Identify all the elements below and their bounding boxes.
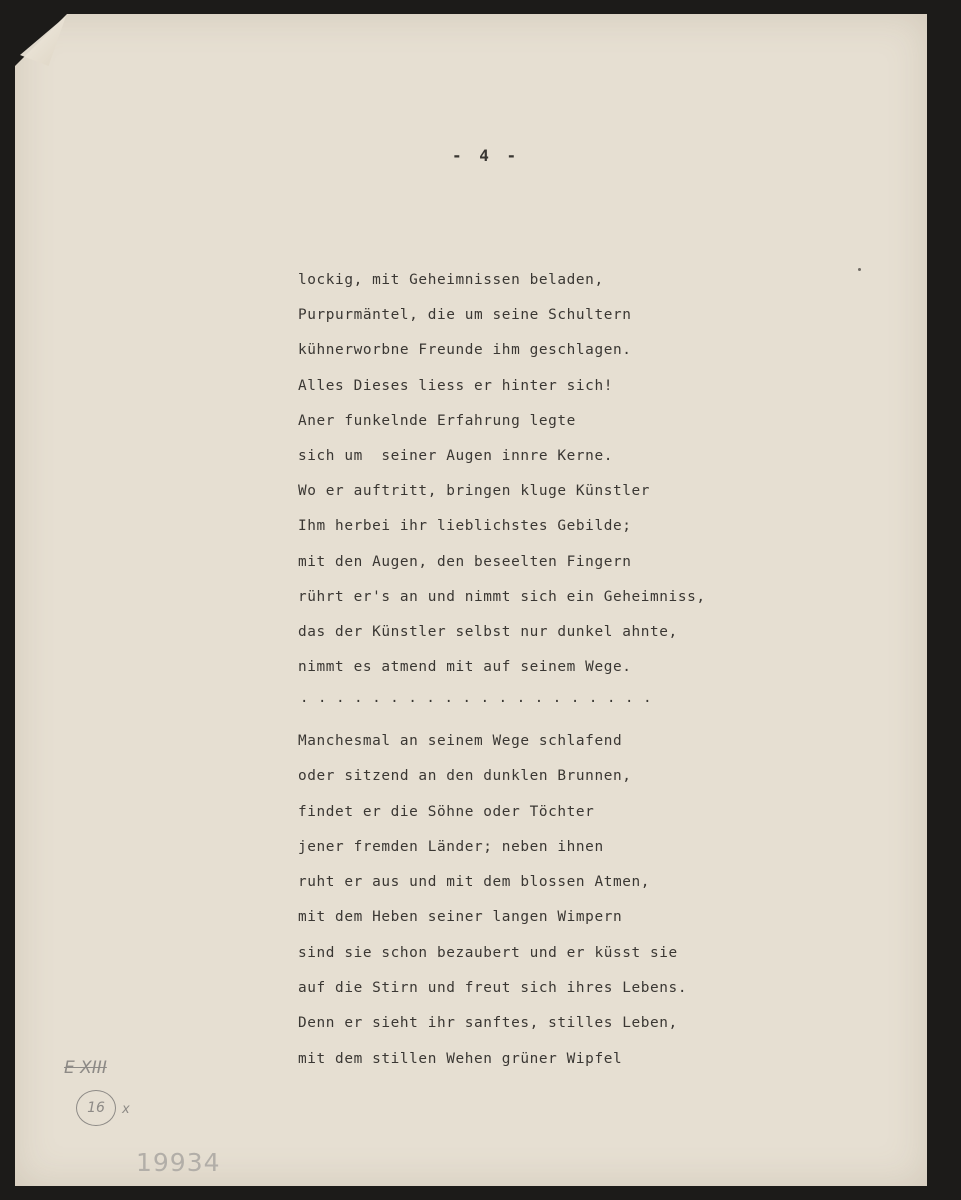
stanza-separator: . . . . . . . . . . . . . . . . . . . .: [300, 690, 653, 706]
poem-line: sich um seiner Augen innre Kerne.: [298, 447, 613, 464]
poem-line: nimmt es atmend mit auf seinem Wege.: [298, 659, 632, 676]
poem-line: Ihm herbei ihr lieblichstes Gebilde;: [298, 518, 632, 535]
poem-line: das der Künstler selbst nur dunkel ahnte,: [298, 623, 678, 640]
poem-line: Manchesmal an seinem Wege schlafend: [298, 733, 623, 749]
ink-speck: [858, 268, 861, 271]
poem-line: Purpurmäntel, die um seine Schultern: [298, 307, 632, 324]
poem-line: lockig, mit Geheimnissen beladen,: [298, 272, 604, 288]
page-number: - 4 -: [452, 146, 521, 165]
poem-line: Wo er auftritt, bringen kluge Künstler: [298, 483, 651, 500]
poem-stanza-2: [298, 729, 687, 1082]
poem-line: kühnerworbne Freunde ihm geschlagen.: [298, 342, 632, 359]
poem-line: Denn er sieht ihr sanftes, stilles Leben,: [298, 1015, 678, 1032]
folio-suffix: x: [122, 1102, 130, 1117]
poem-line: jener fremden Länder; neben ihnen: [298, 838, 604, 855]
poem-line: oder sitzend an den dunklen Brunnen,: [298, 768, 632, 785]
poem-line: mit den Augen, den beseelten Fingern: [298, 553, 632, 570]
poem-line: findet er die Söhne oder Töchter: [298, 803, 595, 820]
catalog-number: 19934: [136, 1148, 221, 1177]
poem-line: mit dem Heben seiner langen Wimpern: [298, 909, 623, 926]
poem-line: ruht er aus und mit dem blossen Atmen,: [298, 874, 651, 891]
poem-line: rührt er's an und nimmt sich ein Geheimniss,: [298, 588, 706, 605]
poem-stanza-1: [298, 268, 706, 690]
poem-line: Aner funkelnde Erfahrung legte: [298, 412, 576, 429]
poem-line: auf die Stirn und freut sich ihres Lebens.: [298, 980, 688, 997]
archive-mark: E XIII: [64, 1058, 107, 1078]
poem-line: Alles Dieses liess er hinter sich!: [298, 377, 613, 394]
poem-line: mit dem stillen Wehen grüner Wipfel: [298, 1050, 623, 1067]
poem-line: sind sie schon bezaubert und er küsst sie: [298, 944, 678, 961]
folio-circle: 16: [76, 1090, 116, 1126]
